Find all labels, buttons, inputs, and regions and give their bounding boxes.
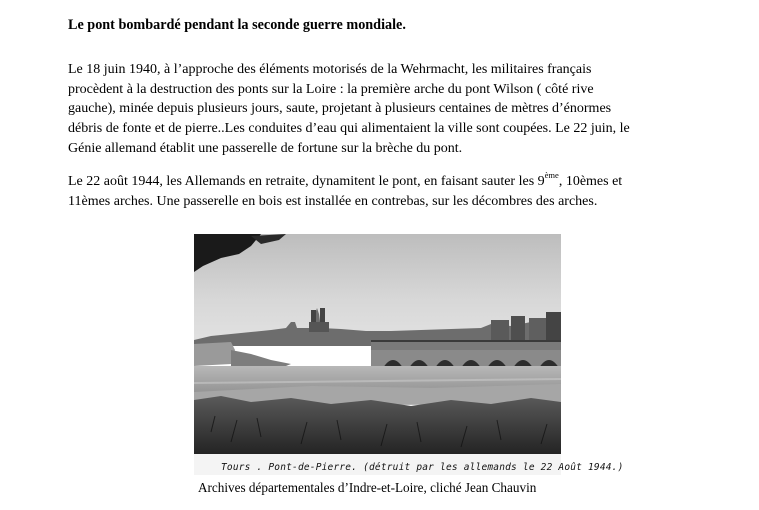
bridge-arches (371, 350, 561, 368)
paragraph-text: Le 22 août 1944, les Allemands en retraite, dynamitent le pont, en faisant sauter les 9 (68, 174, 545, 189)
paragraph-line: 11èmes arches. Une passerelle en bois est installée en contrebas, sur les décombres des arches. (68, 193, 598, 209)
bridge-deck (371, 342, 561, 350)
superscript-ordinal: ème (544, 170, 559, 181)
bridge-parapet (371, 340, 561, 342)
paragraph-line: procèdent à la destruction des ponts sur la Loire : la première arche du pont Wilson ( côté rive (68, 81, 594, 97)
bridge-photo-illustration (191, 232, 564, 477)
building-right-4 (546, 312, 561, 340)
building-right-2 (511, 316, 525, 340)
paragraph-1940 (68, 60, 688, 159)
paragraph-line: Génie allemand établit une passerelle de fortune sur la brèche du pont. (68, 140, 463, 156)
foreground-vegetation (194, 396, 561, 460)
paragraph-text: , 10èmes et (558, 174, 623, 189)
building-right-1 (491, 320, 509, 340)
document-title: Le pont bombardé pendant la seconde guerre mondiale. (68, 17, 406, 33)
paragraph-line: Le 18 juin 1940, à l’approche des éléments motorisés de la Wehrmacht, les militaires français (68, 62, 592, 77)
paragraph-1944 (68, 172, 688, 211)
cathedral-body (309, 322, 329, 332)
ruined-abutment (194, 342, 235, 366)
photo-credit: Archives départementales d’Indre-et-Loire, cliché Jean Chauvin (198, 480, 537, 495)
historic-bridge-photo (191, 232, 624, 477)
handwritten-photo-caption: Tours . Pont-de-Pierre. (détruit par les allemands le 22 Août 1944.) (221, 462, 624, 473)
paragraph-line (68, 172, 688, 192)
paragraph-line: gauche), minée depuis plusieurs jours, saute, projetant à plusieurs centaines de mètres d’énormes (68, 101, 612, 117)
paragraph-line: débris de fonte et de pierre..Les conduites d’eau qui alimentaient la ville sont coupées. Le 22 juin, le (68, 121, 630, 137)
